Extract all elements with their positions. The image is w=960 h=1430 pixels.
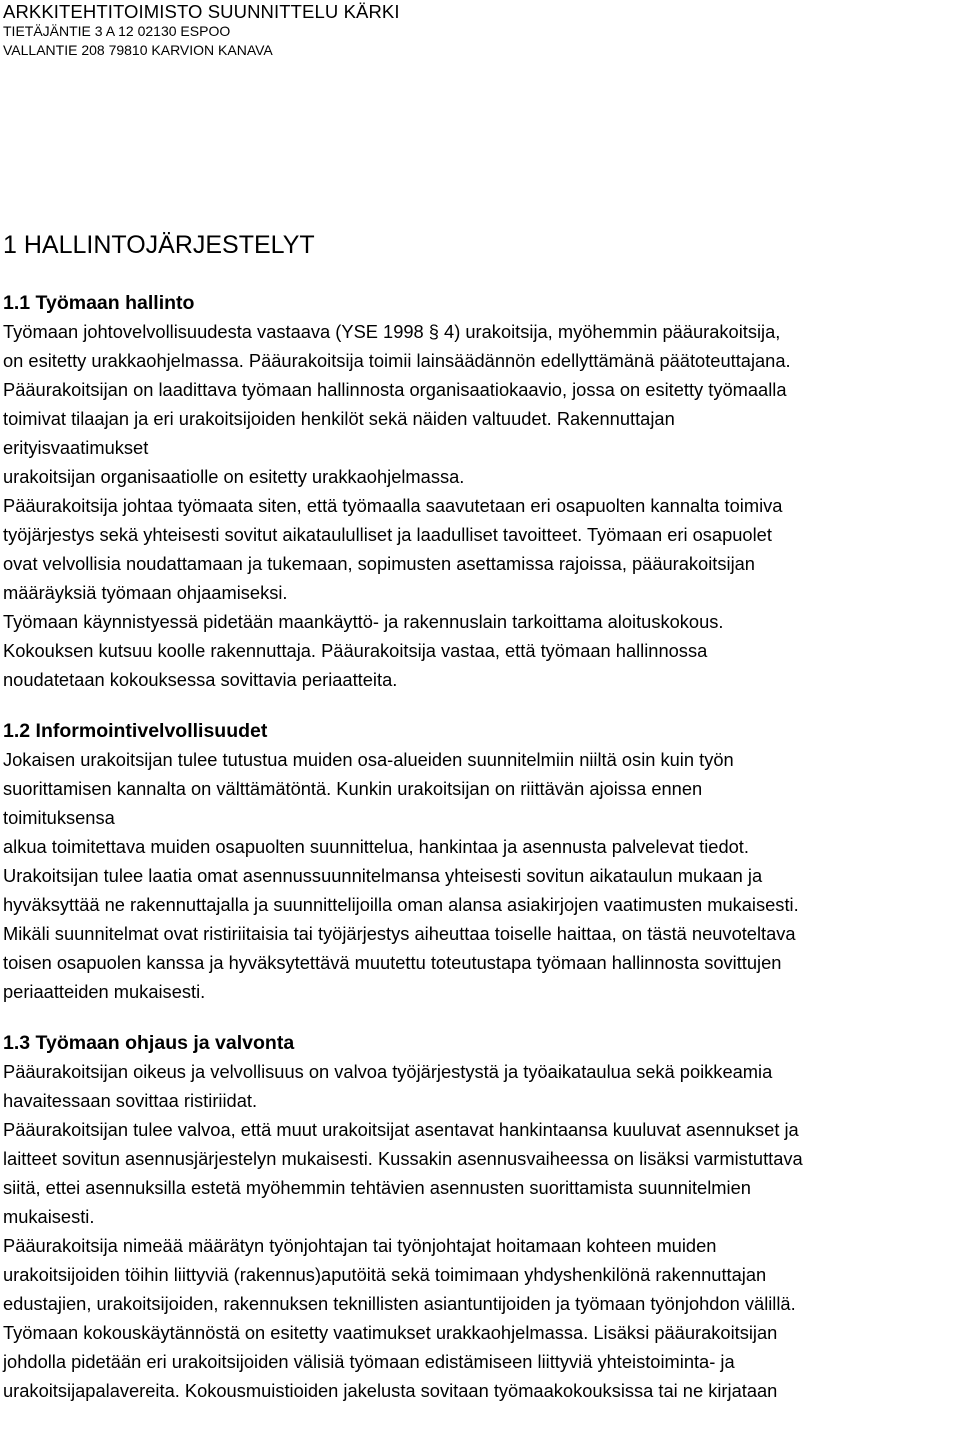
paragraph-line: Pääurakoitsijan on laadittava työmaan hallinnosta organisaatiokaavio, jossa on esitetty työmaalla: [3, 379, 787, 400]
address-line-2: VALLANTIE 208 79810 KARVION KANAVA: [3, 42, 273, 58]
paragraph-line: suorittamisen kannalta on välttämätöntä. Kunkin urakoitsijan on riittävän ajoissa ennen: [3, 778, 703, 799]
paragraph-line: Pääurakoitsijan tulee valvoa, että muut urakoitsijat asentavat hankintaansa kuuluvat asennukset ja: [3, 1119, 799, 1140]
paragraph-line: Mikäli suunnitelmat ovat ristiriitaisia tai työjärjestys aiheuttaa toiselle haittaa, on tästä neuvoteltava: [3, 923, 796, 944]
paragraph-line: alkua toimitettava muiden osapuolten suunnittelua, hankintaa ja asennusta palvelevat tiedot.: [3, 836, 749, 857]
paragraph-line: havaitessaan sovittaa ristiriidat.: [3, 1090, 258, 1111]
paragraph-line: ovat velvollisia noudattamaan ja tukemaan, sopimusten asettamissa rajoissa, pääurakoitsijan: [3, 553, 755, 574]
section-number: 1.3: [3, 1032, 31, 1054]
paragraph-line: urakoitsijapalavereita. Kokousmuistioiden jakelusta sovitaan työmaakokouksissa tai ne kirjataan: [3, 1380, 778, 1401]
paragraph-line: periaatteiden mukaisesti.: [3, 981, 206, 1002]
paragraph-line: Pääurakoitsija johtaa työmaata siten, että työmaalla saavutetaan eri osapuolten kannalta toimiva: [3, 495, 783, 516]
section-1-1: [3, 289, 960, 694]
paragraph-line: toimivat tilaajan ja eri urakoitsijoiden henkilöt sekä näiden valtuudet. Rakennuttajan: [3, 408, 675, 429]
paragraph-line: urakoitsijan organisaatiolle on esitetty urakkaohjelmassa.: [3, 466, 465, 487]
letterhead: [3, 1, 400, 60]
section-title: Informointivelvollisuudet: [35, 720, 268, 742]
section-1-2: [3, 717, 960, 1006]
section-title: Työmaan hallinto: [35, 292, 195, 314]
chapter-title: 1 HALLINTOJÄRJESTELYT: [3, 231, 315, 259]
paragraph-line: noudatetaan kokouksessa sovittavia periaatteita.: [3, 669, 398, 690]
paragraph-line: edustajien, urakoitsijoiden, rakennuksen teknillisten asiantuntijoiden ja työmaan työnjohdon välillä.: [3, 1293, 796, 1314]
paragraph-line: Urakoitsijan tulee laatia omat asennussuunnitelmansa yhteisesti sovitun aikataulun mukaan ja: [3, 865, 763, 886]
paragraph-line: työjärjestys sekä yhteisesti sovitut aikataululliset ja laadulliset tavoitteet. Työmaan eri osapuolet: [3, 524, 772, 545]
section-heading: [3, 289, 960, 317]
paragraph-line: Työmaan johtovelvollisuudesta vastaava (YSE 1998 § 4) urakoitsija, myöhemmin pääurakoitsija,: [3, 321, 781, 342]
section-heading: [3, 1029, 960, 1057]
company-name: ARKKITEHTITOIMISTO SUUNNITTELU KÄRKI: [3, 1, 400, 22]
document-body: [3, 229, 960, 1428]
paragraph-line: hyväksyttää ne rakennuttajalla ja suunnittelijoilla oman alansa asiakirjojen vaatimusten mukaisesti.: [3, 894, 799, 915]
paragraph-line: erityisvaatimukset: [3, 437, 149, 458]
paragraph-line: laitteet sovitun asennusjärjestelyn mukaisesti. Kussakin asennusvaiheessa on lisäksi varmistuttava: [3, 1148, 803, 1169]
paragraph-line: urakoitsijoiden töihin liittyviä (rakennus)aputöitä sekä toimimaan yhdyshenkilönä rakennuttajan: [3, 1264, 767, 1285]
section-1-3: [3, 1029, 960, 1405]
paragraph-line: johdolla pidetään eri urakoitsijoiden välisiä työmaan edistämiseen liittyviä yhteistoiminta- ja: [3, 1351, 735, 1372]
section-number: 1.2: [3, 720, 31, 742]
paragraph-line: Pääurakoitsijan oikeus ja velvollisuus on valvoa työjärjestystä ja työaikataulua sekä poikkeamia: [3, 1061, 773, 1082]
paragraph-line: Työmaan kokouskäytännöstä on esitetty vaatimukset urakkaohjelmassa. Lisäksi pääurakoitsijan: [3, 1322, 778, 1343]
paragraph-line: on esitetty urakkaohjelmassa. Pääurakoitsija toimii lainsäädännön edellyttämänä päätoteuttajana.: [3, 350, 791, 371]
paragraph-line: Jokaisen urakoitsijan tulee tutustua muiden osa-alueiden suunnitelmiin niiltä osin kuin työn: [3, 749, 734, 770]
paragraph-line: toimituksensa: [3, 807, 115, 828]
paragraph-line: siitä, ettei asennuksilla estetä myöhemmin tehtävien asennusten suorittamista suunnitelmien: [3, 1177, 751, 1198]
paragraph-line: Kokouksen kutsuu koolle rakennuttaja. Pääurakoitsija vastaa, että työmaan hallinnossa: [3, 640, 708, 661]
section-heading: [3, 717, 960, 745]
paragraph-line: Pääurakoitsija nimeää määrätyn työnjohtajan tai työnjohtajat hoitamaan kohteen muiden: [3, 1235, 717, 1256]
paragraph-line: Työmaan käynnistyessä pidetään maankäyttö- ja rakennuslain tarkoittama aloituskokous.: [3, 611, 724, 632]
section-title: Työmaan ohjaus ja valvonta: [35, 1032, 295, 1054]
address-line-1: TIETÄJÄNTIE 3 A 12 02130 ESPOO: [3, 23, 231, 39]
paragraph-line: toisen osapuolen kanssa ja hyväksytettävä muutettu toteutustapa työmaan hallinnosta sovittujen: [3, 952, 782, 973]
paragraph-line: määräyksiä työmaan ohjaamiseksi.: [3, 582, 288, 603]
paragraph-line: mukaisesti.: [3, 1206, 95, 1227]
section-number: 1.1: [3, 292, 31, 314]
